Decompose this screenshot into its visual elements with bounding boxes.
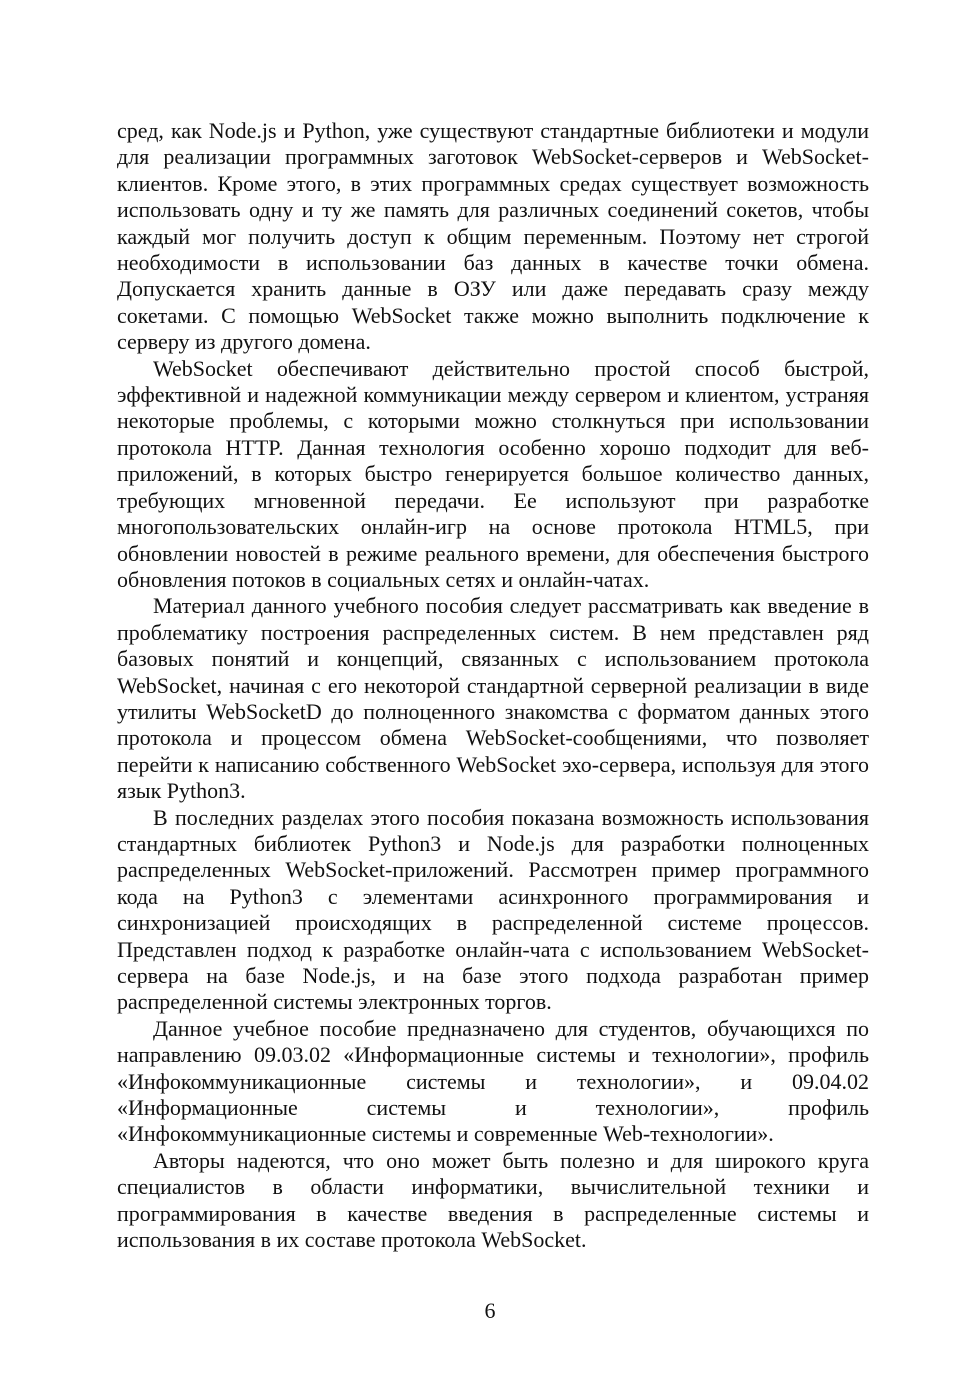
paragraph-2: WebSocket обеспечивают действительно простой способ быстрой, эффективной и надежной коммуникации между сервером и клиентом, устраняя некоторые проблемы, с которыми можно столкнуться при использовании протокола HTTP. Данная технология особенно хорошо подходит для веб-приложений, в которых быстро генерируется большое количество данных, требующих мгновенной передачи. Ее используют при разработке многопользовательских онлайн-игр на основе протокола HTML5, при обновлении новостей в режиме реального времени, для обеспечения быстрого обновления потоков в социальных сетях и онлайн-чатах.: [117, 355, 869, 592]
body-text: [117, 118, 869, 1253]
paragraph-3: Материал данного учебного пособия следует рассматривать как введение в проблематику построения распределенных систем. В нем представлен ряд базовых понятий и концепций, связанных с использованием протокола WebSocket, начиная с его некоторой стандартной серверной реализации в виде утилиты WebSocketD до полноценного знакомства с форматом данных этого протокола и процессом обмена WebSocket-сообщениями, что позволяет перейти к написанию собственного WebSocket эхо-сервера, используя для этого язык Python3.: [117, 593, 869, 804]
paragraph-5: Данное учебное пособие предназначено для студентов, обучающихся по направлению 09.03.02 «Информационные системы и технологии», профиль «Инфокоммуникационные системы и технологии», и 09.04.02 «Информационные системы и технологии», профиль «Инфокоммуникационные системы и современные Web-технологии».: [117, 1015, 869, 1147]
page-number: 6: [484, 1298, 496, 1323]
paragraph-4: В последних разделах этого пособия показана возможность использования стандартных библиотек Python3 и Node.js для разработки полноценных распределенных WebSocket-приложений. Рассмотрен пример программного кода на Python3 с элементами асинхронного программирования и синхронизацией происходящих в распределенной системе процессов. Представлен подход к разработке онлайн-чата с использованием WebSocket-сервера на базе Node.js, и на базе этого подхода разработан пример распределенной системы электронных торгов.: [117, 804, 869, 1015]
paragraph-1: сред, как Node.js и Python, уже существуют стандартные библиотеки и модули для реализации программных заготовок WebSocket-серверов и WebSocket-клиентов. Кроме этого, в этих программных средах существует возможность использовать одну и ту же память для различных соединений сокетов, чтобы каждый мог получить доступ к общим переменным. Поэтому нет строгой необходимости в использовании баз данных в качестве точки обмена. Допускается хранить данные в ОЗУ или даже передавать сразу между сокетами. С помощью WebSocket также можно выполнить подключение к серверу из другого домена.: [117, 118, 869, 355]
paragraph-6: Авторы надеются, что оно может быть полезно и для широкого круга специалистов в области информатики, вычислительной техники и программирования в качестве введения в распределенные системы и использования в их составе протокола WebSocket.: [117, 1147, 869, 1253]
